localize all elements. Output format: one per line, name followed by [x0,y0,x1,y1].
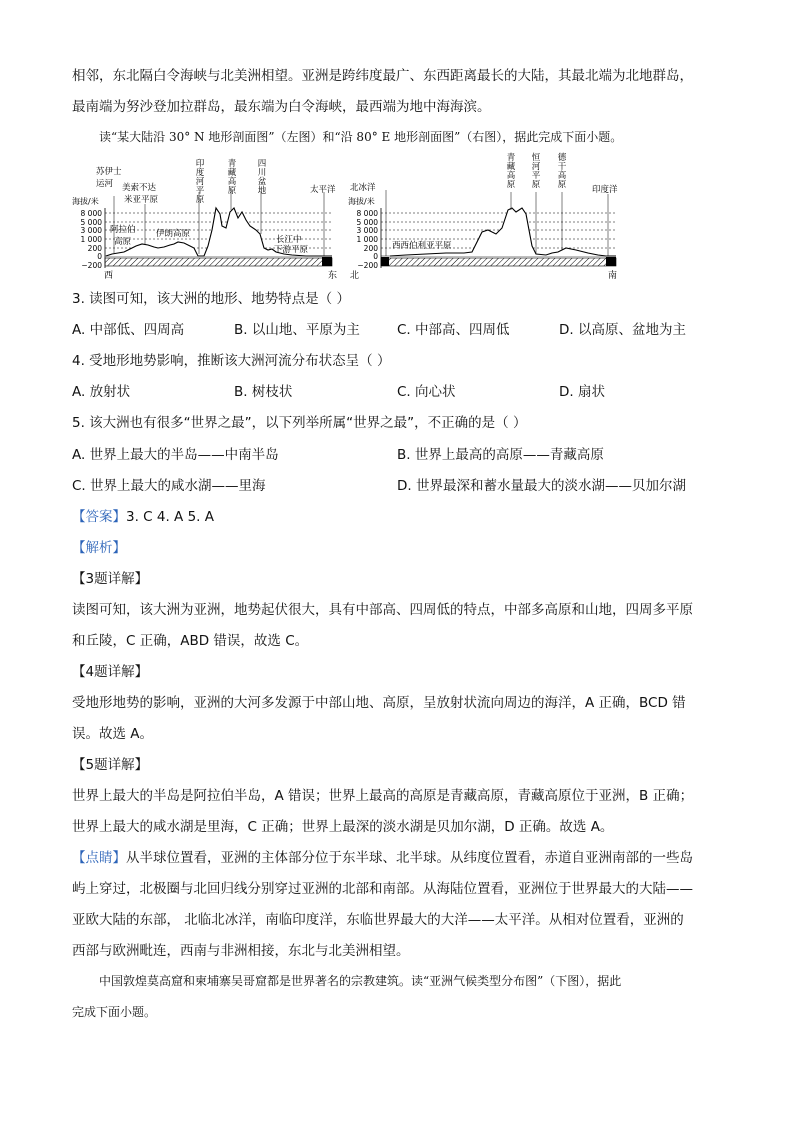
left-bottom-west: 西 [104,271,114,281]
detail-4-line-2: 误。故选 A。 [72,726,154,742]
svg-text:阿拉伯: 阿拉伯 [110,225,136,235]
svg-text:长江中: 长江中 [276,235,302,245]
svg-text:米亚平原: 米亚平原 [124,195,159,205]
tip-line-4: 西部与欧洲毗连，西南与非洲相接，东北与北美洲相望。 [72,943,410,959]
svg-text:8 000: 8 000 [80,209,102,218]
detail-3-line-2: 和丘陵，C 正确，ABD 错误，故选 C。 [72,633,309,649]
svg-text:高: 高 [227,177,237,187]
label-indian-ocean: 印度洋 [592,185,618,195]
svg-text:美索不达: 美索不达 [122,183,157,193]
right-bottom-south: 南 [608,271,618,281]
svg-text:高原: 高原 [114,237,132,247]
q4-option-c[interactable]: C. 向心状 [397,384,456,400]
svg-text:5 000: 5 000 [80,218,102,227]
svg-text:青: 青 [227,159,237,169]
detail-5-line-2: 世界上最大的咸水湖是里海，C 正确；世界上最深的淡水湖是贝加尔湖，D 正确。故选 A。 [72,819,614,835]
q4-option-b[interactable]: B. 树枝状 [234,384,293,400]
svg-text:−200: −200 [81,261,102,270]
svg-text:原: 原 [227,186,237,196]
answer-text: 3. C 4. A 5. A [126,509,214,525]
svg-text:藏: 藏 [227,168,237,178]
tip-tag: 【点睛】 [72,850,126,866]
q3-option-d[interactable]: D. 以高原、盆地为主 [559,322,686,338]
next-passage-line-1: 中国敦煌莫高窟和柬埔寨吴哥窟都是世界著名的宗教建筑。读“亚洲气候类型分布图”（下图），据此 [99,974,622,988]
intro-line-1: 相邻，东北隔白令海峡与北美洲相望。亚洲是跨纬度最广、东西距离最长的大陆，其最北端为北地群岛， [72,68,693,84]
label-arctic-ocean: 北冰洋 [350,183,376,193]
figure-instruction: 读“某大陆沿 30° N 地形剖面图”（左图）和“沿 80° E 地形剖面图”（右图），据此完成下面小题。 [99,130,623,144]
svg-text:四: 四 [257,159,267,169]
left-profile-figure [70,156,346,282]
svg-text:青: 青 [506,153,516,163]
svg-text:太平洋: 太平洋 [310,185,336,195]
svg-text:0: 0 [373,252,378,261]
svg-text:原: 原 [506,180,516,190]
svg-text:−200: −200 [357,261,378,270]
q5-option-b[interactable]: B. 世界上最高的高原——青藏高原 [397,447,604,463]
q5-option-d[interactable]: D. 世界最深和蓄水量最大的淡水湖——贝加尔湖 [397,478,686,494]
svg-text:3 000: 3 000 [80,226,102,235]
detail-5-line-1: 世界上最大的半岛是阿拉伯半岛，A 错误；世界上最高的高原是青藏高原，青藏高原位于亚洲，B 正确； [72,788,694,804]
q5-option-a[interactable]: A. 世界上最大的半岛——中南半岛 [72,447,279,463]
svg-text:原: 原 [557,180,567,190]
svg-text:藏: 藏 [506,162,516,172]
svg-text:原: 原 [195,195,205,205]
svg-text:200: 200 [87,244,102,253]
svg-text:下游平原: 下游平原 [274,245,309,255]
analysis-tag: 【解析】 [72,540,126,556]
svg-text:平: 平 [195,186,205,196]
label-west-siberian-plain: 西西伯利亚平原 [392,241,452,251]
svg-text:恒: 恒 [531,153,541,163]
right-profile-figure [346,150,622,282]
left-bottom-east: 东 [328,271,338,281]
svg-text:高: 高 [557,171,567,181]
tip-line-1: 【点睛】从半球位置看，亚洲的主体部分位于东半球、北半球。从纬度位置看，赤道自亚洲南部的一些岛 [72,850,693,866]
detail-3-title: 【3题详解】 [72,571,149,587]
detail-5-title: 【5题详解】 [72,757,149,773]
svg-text:度: 度 [195,168,205,178]
svg-text:200: 200 [363,244,378,253]
svg-text:1 000: 1 000 [80,235,102,244]
detail-4-line-1: 受地形地势的影响，亚洲的大河多发源于中部山地、高原，呈放射状流向周边的海洋，A 正确，BCD 错 [72,695,686,711]
left-y-axis-label: 海拔/米 [72,197,99,206]
svg-text:河: 河 [531,162,541,172]
svg-text:印: 印 [195,159,205,169]
svg-text:3 000: 3 000 [356,226,378,235]
svg-text:川: 川 [257,168,267,178]
svg-text:平: 平 [531,171,541,181]
svg-text:德: 德 [557,153,567,163]
q3-option-a[interactable]: A. 中部低、四周高 [72,322,185,338]
svg-text:运河: 运河 [96,179,114,189]
svg-text:苏伊士: 苏伊士 [96,167,122,177]
q4-stem: 4. 受地形地势影响，推断该大洲河流分布状态呈（ ） [72,353,391,369]
svg-text:1 000: 1 000 [356,235,378,244]
answer-tag: 【答案】 [72,509,126,525]
intro-line-2: 最南端为努沙登加拉群岛，最东端为白令海峡，最西端为地中海海滨。 [72,99,491,115]
svg-text:原: 原 [531,180,541,190]
next-passage-line-2: 完成下面小题。 [72,1005,157,1019]
svg-text:伊朗高原: 伊朗高原 [156,229,191,239]
answer-line [72,505,214,525]
svg-text:高: 高 [506,171,516,181]
detail-3-line-1: 读图可知，该大洲为亚洲，地势起伏很大，具有中部高、四周低的特点，中部多高原和山地，四周多平原 [72,602,693,618]
svg-text:0: 0 [97,252,102,261]
q3-option-c[interactable]: C. 中部高、四周低 [397,322,510,338]
svg-text:盆: 盆 [257,177,267,187]
svg-text:5 000: 5 000 [356,218,378,227]
q4-option-d[interactable]: D. 扇状 [559,384,605,400]
svg-text:地: 地 [257,186,267,196]
svg-text:河: 河 [195,177,205,187]
svg-text:干: 干 [557,162,567,172]
q3-option-b[interactable]: B. 以山地、平原为主 [234,322,360,338]
right-y-axis-label: 海拔/米 [348,197,375,206]
tip-line-2: 屿上穿过，北极圈与北回归线分别穿过亚洲的北部和南部。从海陆位置看，亚洲位于世界最大的大陆—— [72,881,693,897]
q3-stem: 3. 读图可知，该大洲的地形、地势特点是（ ） [72,291,350,307]
q5-option-c[interactable]: C. 世界上最大的咸水湖——里海 [72,478,266,494]
right-bottom-north: 北 [350,271,360,281]
q5-stem: 5. 该大洲也有很多“世界之最”，以下列举所属“世界之最”，不正确的是（ ） [72,415,527,431]
svg-text:8 000: 8 000 [356,209,378,218]
q4-option-a[interactable]: A. 放射状 [72,384,131,400]
tip-line-3: 亚欧大陆的东部， 北临北冰洋，南临印度洋，东临世界最大的大洋——太平洋。从相对位置看，亚洲的 [72,912,684,928]
detail-4-title: 【4题详解】 [72,664,149,680]
